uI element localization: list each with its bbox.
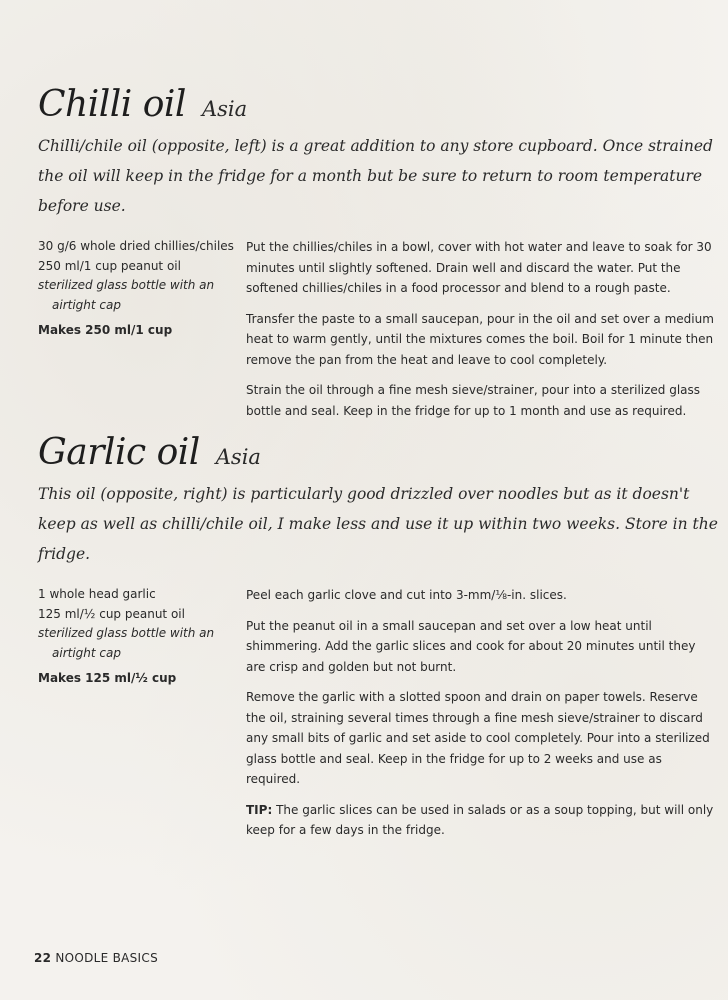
ingredient-item: 125 ml/½ cup peanut oil — [38, 606, 185, 621]
recipe-chilli-oil — [38, 84, 718, 431]
yield-note: Makes 250 ml/1 cup — [38, 323, 173, 337]
recipe-region: Asia — [215, 445, 261, 469]
method-step: Remove the garlic with a slotted spoon and drain on paper towels. Reserve the oil, straining several times through a fine mesh sieve/strainer to discard any small bits of garlic and set aside to cool completely. Pour into a sterilized glass bottle and seal. Keep in the fridge for up to 2 weeks and use as required. — [246, 690, 710, 786]
ingredient-item: 1 whole head garlic — [38, 587, 156, 601]
page-footer — [34, 951, 158, 965]
tip-label: TIP: — [246, 802, 273, 817]
recipe-title: Chilli oil — [38, 84, 186, 125]
ingredient-item: 30 g/6 whole dried chillies/chiles — [38, 239, 234, 253]
method-step: Peel each garlic clove and cut into 3-mm/⅛-in. slices. — [246, 588, 567, 602]
recipe-body — [38, 237, 718, 431]
method-step: Put the chillies/chiles in a bowl, cover with hot water and leave to soak for 30 minutes until slightly softened. Drain well and discard the water. Put the softened chillies/chiles in a food processor and blend to a rough paste. — [246, 240, 712, 295]
ingredient-list — [38, 237, 246, 431]
method-steps — [246, 237, 718, 431]
equipment-note: sterilized glass bottle with an airtight cap — [38, 626, 215, 660]
method-steps — [246, 585, 718, 851]
ingredient-list — [38, 585, 246, 851]
recipe-title: Garlic oil — [38, 432, 200, 473]
yield-note: Makes 125 ml/½ cup — [38, 671, 177, 685]
recipe-title-row — [38, 84, 718, 125]
recipe-region: Asia — [201, 97, 248, 121]
ingredient-item: 250 ml/1 cup peanut oil — [38, 258, 181, 273]
recipe-intro: Chilli/chile oil (opposite, left) is a great addition to any store cupboard. Once strained the oil will keep in the fridge for a month but be sure to return to room temperature before use. — [38, 137, 713, 215]
tip-note — [246, 800, 714, 841]
page-number: 22 — [34, 951, 52, 965]
recipe-title-row — [38, 432, 718, 473]
tip-text: The garlic slices can be used in salads or as a soup topping, but will only keep for a few days in the fridge. — [246, 802, 714, 837]
recipe-garlic-oil — [38, 432, 718, 851]
equipment-note: sterilized glass bottle with an airtight cap — [38, 278, 215, 312]
recipe-body — [38, 585, 718, 851]
method-step: Put the peanut oil in a small saucepan and set over a low heat until shimmering. Add the garlic slices and cook for about 20 minutes until they are crisp and golden but not burnt. — [246, 618, 696, 674]
method-step: Transfer the paste to a small saucepan, pour in the oil and set over a medium heat to warm gently, until the mixtures comes the boil. Boil for 1 minute then remove the pan from the heat and leave to cool completely. — [246, 311, 714, 367]
running-footer-section: NOODLE BASICS — [55, 951, 158, 965]
method-step: Strain the oil through a fine mesh sieve/strainer, pour into a sterilized glass bottle and seal. Keep in the fridge for up to 1 month and use as required. — [246, 383, 701, 418]
recipe-intro: This oil (opposite, right) is particularly good drizzled over noodles but as it doesn't keep as well as chilli/chile oil, I make less and use it up within two weeks. Store in the fridge. — [38, 485, 718, 563]
